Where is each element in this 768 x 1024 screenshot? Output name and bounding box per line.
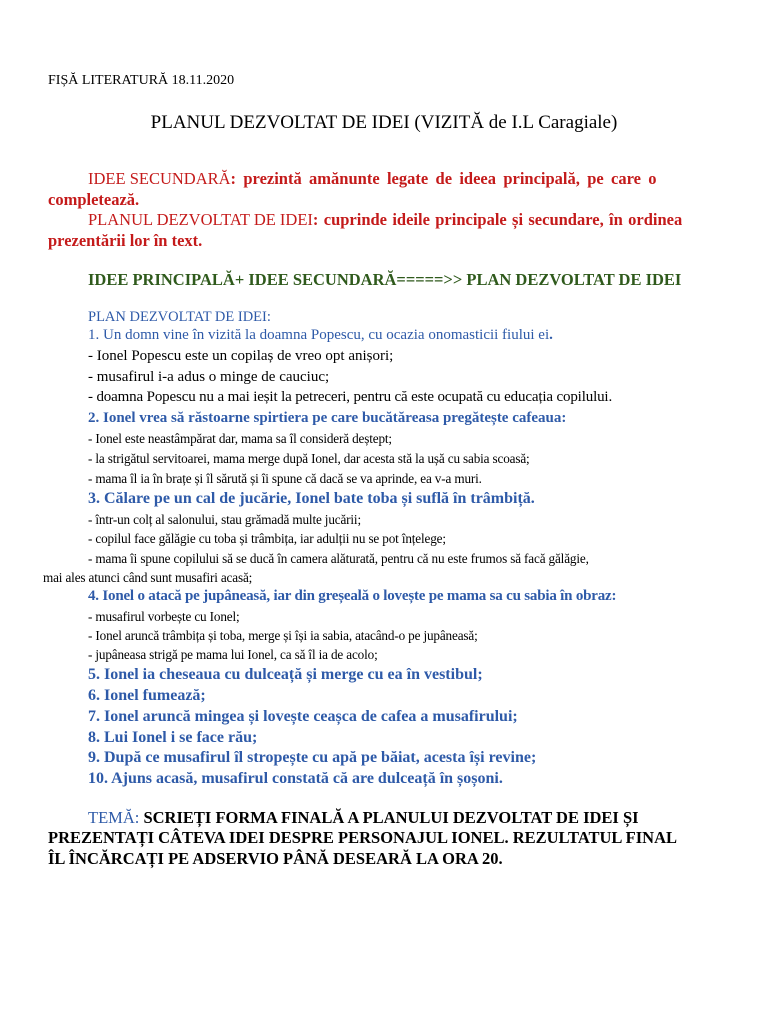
page-title: PLANUL DEZVOLTAT DE IDEI (VIZITĂ de I.L Caragiale) [150,112,618,133]
secondary-idea-definition-line1 [88,171,657,188]
idea-9: 9. După ce musafirul îl stropește cu apă pe băiat, acesta își revine; [88,749,537,766]
idea-10: 10. Ajuns acasă, musafirul constată că are dulceață în șoșoni. [88,770,503,787]
plan-heading: PLAN DEZVOLTAT DE IDEI: [88,309,271,325]
plan-label: PLANUL DEZVOLTAT DE IDEI [88,210,313,229]
worksheet-header: FIȘĂ LITERATURĂ 18.11.2020 [48,73,235,88]
plan-text: : cuprinde ideile principale și secundare, în ordinea [312,210,683,229]
idea-6: 6. Ionel fumează; [88,687,206,704]
secondary-idea-definition-line2 [48,192,139,209]
idea-4-detail-1: - musafirul vorbește cu Ionel; [88,609,240,624]
idea-4-detail-2: - Ionel aruncă trâmbița și toba, merge și își ia sabia, atacând-o pe jupâneasă; [88,628,478,643]
idea-2: 2. Ionel vrea să răstoarne spirtiera pe care bucătăreasa pregătește cafeaua: [88,410,567,426]
theme-line3: ÎL ÎNCĂRCAȚI PE ADSERVIO PÂNĂ DESEARĂ LA ORA 20. [48,849,503,868]
idea-1-detail-1 [88,349,393,364]
theme-line1 [88,810,639,827]
idea-1-text: 1. Un domn vine în vizită la doamna Popescu, cu ocazia onomasticii fiului ei [88,327,550,343]
secondary-idea-label: IDEE SECUNDARĂ [88,169,231,188]
idea-3-detail-1: - într-un colț al salonului, stau grămadă multe jucării; [88,512,361,527]
idea-4-detail-3: - jupâneasa strigă pe mama lui Ionel, ca să îl ia de acolo; [88,647,378,662]
theme-line2: PREZENTAȚI CÂTEVA IDEI DESPRE PERSONAJUL IONEL. REZULTATUL FINAL [48,828,677,847]
idea-5: 5. Ionel ia cheseaua cu dulceață și merge cu ea în vestibul; [88,666,483,683]
idea-1-dot: . [549,327,553,343]
idea-1-detail-2: - musafirul i-a adus o minge de cauciuc; [88,369,330,385]
idea-3-detail-3: - mama îi spune copilului să se ducă în camera alăturată, pentru că nu este frumos să facă gălăgie, [88,551,589,566]
secondary-idea-text: : prezintă amănunte legate de ideea principală, pe care o [230,169,657,188]
formula-line: IDEE PRINCIPALĂ+ IDEE SECUNDARĂ=====>> PLAN DEZVOLTAT DE IDEI [88,270,682,289]
idea-8: 8. Lui Ionel i se face rău; [88,729,258,746]
plan-definition-line2 [48,233,202,250]
idea-2-detail-3: - mama îl ia în brațe și îl sărută și îi spune că dacă se va aprinde, ea v-a muri. [88,471,482,486]
idea-3: 3. Călare pe un cal de jucărie, Ionel bate toba și suflă în trâmbiță. [88,490,535,507]
secondary-idea-text-cont: completează. [48,190,140,209]
idea-7: 7. Ionel aruncă mingea și lovește ceașca de cafea a musafirului; [88,708,518,725]
theme-text-1: SCRIEȚI FORMA FINALĂ A PLANULUI DEZVOLTAT DE IDEI ȘI [139,808,639,827]
plan-text-cont: prezentării lor în text. [48,231,203,250]
idea-4: 4. Ionel o atacă pe jupâneasă, iar din greșeală o lovește pe mama sa cu sabia în obraz: [88,588,617,604]
idea-3-detail-2: - copilul face gălăgie cu toba și trâmbița, iar adulții nu se pot înțelege; [88,531,446,546]
idea-1-detail-1-text: - Ionel Popescu este un copilaș de vreo opt anișori; [88,348,394,364]
theme-label: TEMĂ: [88,808,140,827]
idea-2-detail-1: - Ionel este neastâmpărat dar, mama sa îl consideră deștept; [88,431,392,446]
idea-3-detail-3-cont: mai ales atunci când sunt musafiri acasă; [43,570,253,585]
idea-1 [88,328,553,343]
idea-2-detail-2: - la strigătul servitoarei, mama merge după Ionel, dar acesta stă la ușă cu sabia scoasă; [88,451,530,466]
plan-definition-line1 [88,212,682,229]
idea-1-detail-3: - doamna Popescu nu a mai ieșit la petreceri, pentru că este ocupată cu educația copilului. [88,389,613,405]
